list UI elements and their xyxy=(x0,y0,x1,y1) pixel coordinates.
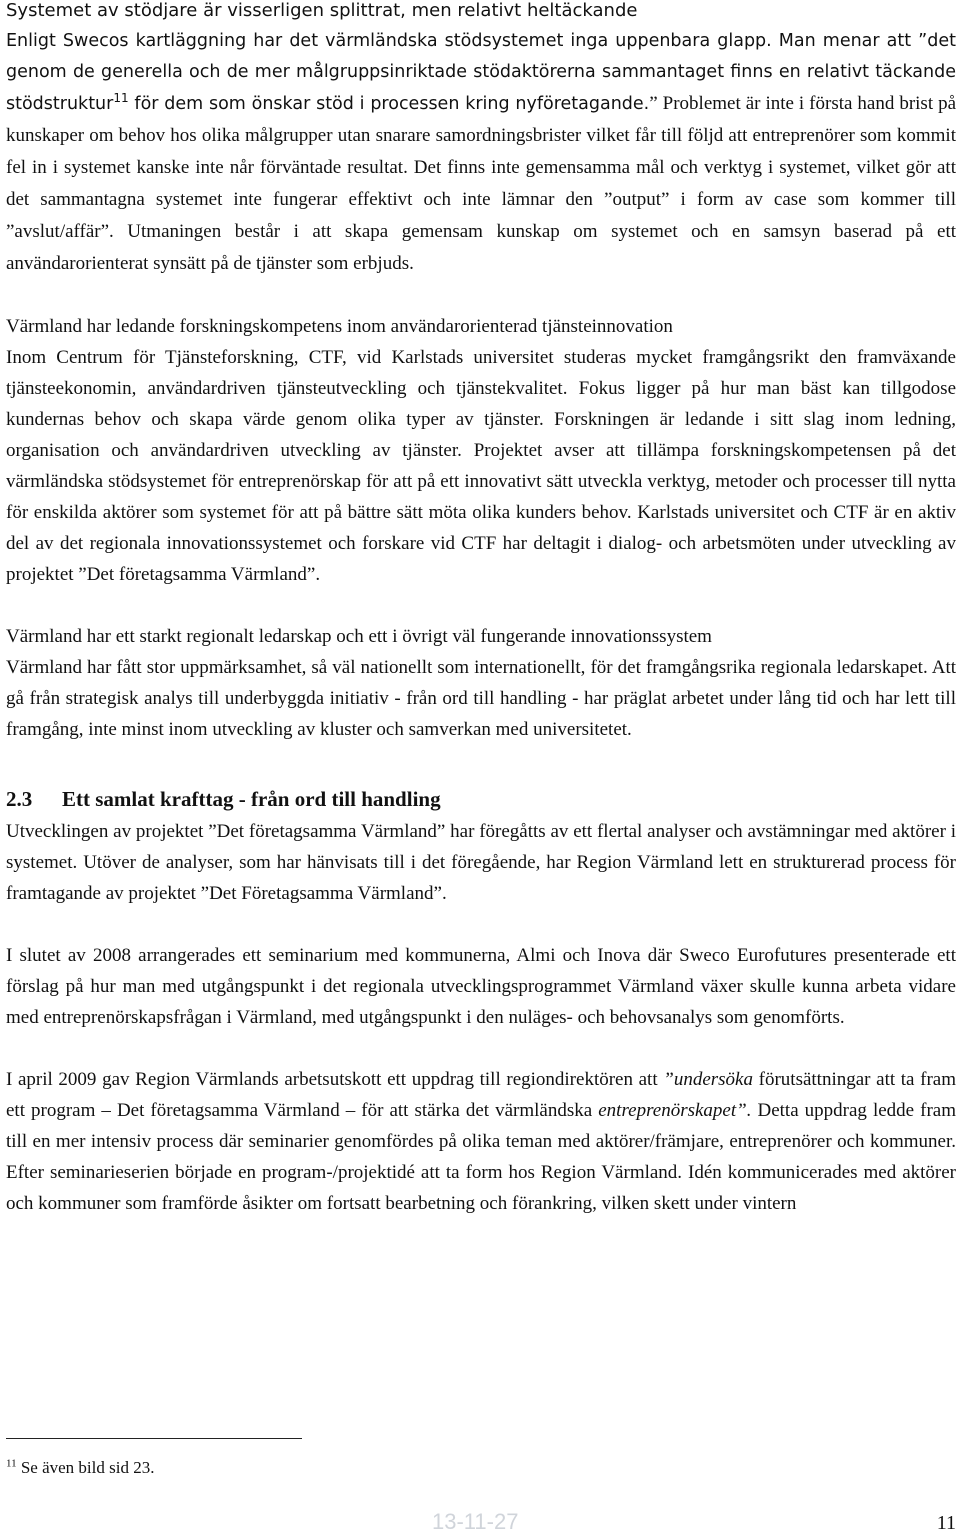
paragraph-april-text-c: Detta uppdrag ledde fram till en mer intensiv process där seminarier genomfördes på olika teman med aktörer/främjare, entreprenörer och kommuner. Efter seminarieserien började en program-/projektidé att ta form hos Region Värmland. Idén kommunicerades med aktörer och kommuner som framförde åsikter om fortsatt bearbetning och förankring, vilken skett under vintern xyxy=(6,1100,956,1214)
paragraph-regional-leadership: Värmland har fått stor uppmärksamhet, så väl nationellt som internationellt, för det framgångsrika regionala ledarskapet. Att gå från strategisk analys till underbyggda initiativ - från ord till handling - har präglat arbetet under lång tid och har lett till framgång, inte minst inom utveckling av kluster och samverkan med universitetet. xyxy=(6,657,956,740)
footnote-text: Se även bild sid 23. xyxy=(20,1458,155,1477)
paragraph-project-development: Utvecklingen av projektet ”Det företagsamma Värmland” har föregåtts av ett flertal analyser och avstämningar med aktörer i systemet. Utöver de analyser, som har hänvisats till i det föregående, har Region Värmland lett en strukturerad process för framtagande av projektet ”Det Företagsamma Värmland”. xyxy=(6,821,956,904)
paragraph-sweco-text-c: ” Problemet är inte i första hand brist på kunskaper om behov hos olika målgrupper utan snarare samordningsbrister vilket får till följd att entreprenörer som kommit fel in i systemet kanske inte når förväntade resultat. Det finns inte gemensamma mål och verktyg i systemet, vilket gör att det sammantagna systemet inte fungerar effektivt och inte lämnar den ”output” i form av case som kommer till ”avslut/affär”. Utmaningen består i att skapa gemensam kunskap om systemet och en samsyn baserad på ett användarorienterat synsätt på de tjänster som erbjuds. xyxy=(6,93,957,274)
date-stamp: 13-11-27 xyxy=(432,1509,519,1534)
paragraph-april-text-b: förutsättningar att ta fram ett program – Det företagsamma Värmland – för att stärka det värmländska xyxy=(6,1069,956,1121)
paragraph-seminar-2008: I slutet av 2008 arrangerades ett seminarium med kommunerna, Almi och Inova där Sweco Eurofutures presenterade ett förslag på hur man med utgångspunkt i det regionala utvecklingsprogrammet Värmland växer skulle kunna arbeta vidare med entreprenörskapsfrågan i Värmland, med utgångspunkt i den nuläges- och behovsanalys som genomförts. xyxy=(6,945,956,1028)
subheading-regional-leadership: Värmland har ett starkt regionalt ledarskap och ett i övrigt väl fungerande innovationssystem xyxy=(6,626,712,647)
subheading-support-system: Systemet av stödjare är visserligen splittrat, men relativt heltäckande xyxy=(6,0,638,21)
emphasis-entreprenorskapet: entreprenörskapet”. xyxy=(598,1100,752,1121)
paragraph-april-2009 xyxy=(6,1064,956,1219)
footnote xyxy=(6,1456,154,1480)
emphasis-undersoka: ”undersöka xyxy=(663,1069,753,1090)
footnote-divider xyxy=(6,1438,302,1439)
section-number: 2.3 xyxy=(6,787,33,811)
subheading-research-competence: Värmland har ledande forskningskompetens inom användarorienterad tjänsteinnovation xyxy=(6,316,673,337)
paragraph-sweco-text-a: Enligt Swecos kartläggning har det värmländska stödsystemet inga uppenbara glapp. Man menar att ”det genom de generella och de mer målgruppsinriktade stödaktörerna sammantaget finns en relativt täckande stödstruktur xyxy=(6,31,956,114)
document-page xyxy=(6,0,956,1219)
paragraph-april-text-a: I april 2009 gav Region Värmlands arbetsutskott ett uppdrag till regiondirektören att xyxy=(6,1069,664,1090)
section-title: Ett samlat krafttag - från ord till handling xyxy=(62,787,441,811)
paragraph-ctf-research: Inom Centrum för Tjänsteforskning, CTF, vid Karlstads universitet studeras mycket framgångsrikt den framväxande tjänsteekonomin, användardriven tjänsteutveckling och tjänstekvalitet. Fokus ligger på hur man bäst kan tillgodose kundernas behov och skapa värde genom olika typer av tjänster. Forskningen är ledande i sitt slag inom ledning, organisation och användardriven utveckling av tjänster. Projektet avser att tillämpa forskningskompetensen på det värmländska stödsystemet för entreprenörskap för att på ett innovativt sätt utveckla verktyg, metoder och processer till nytta för enskilda aktörer som systemet för att på bättre sätt möta olika kunders behov. Karlstads universitet och CTF är en aktiv del av det regionala innovationssystemet och forskare vid CTF har deltagit i dialog- och arbetsmöten under utveckling av projektet ”Det företagsamma Värmland”. xyxy=(6,347,956,585)
footnote-reference[interactable]: 11 xyxy=(113,91,129,106)
footnote-number: 11 xyxy=(6,1457,17,1470)
paragraph-sweco-mapping xyxy=(6,26,956,280)
page-number: 11 xyxy=(936,1512,956,1534)
section-heading-2-3 xyxy=(6,783,956,816)
paragraph-sweco-text-b: för dem som önskar stöd i processen kring nyföretagande. xyxy=(128,94,650,114)
